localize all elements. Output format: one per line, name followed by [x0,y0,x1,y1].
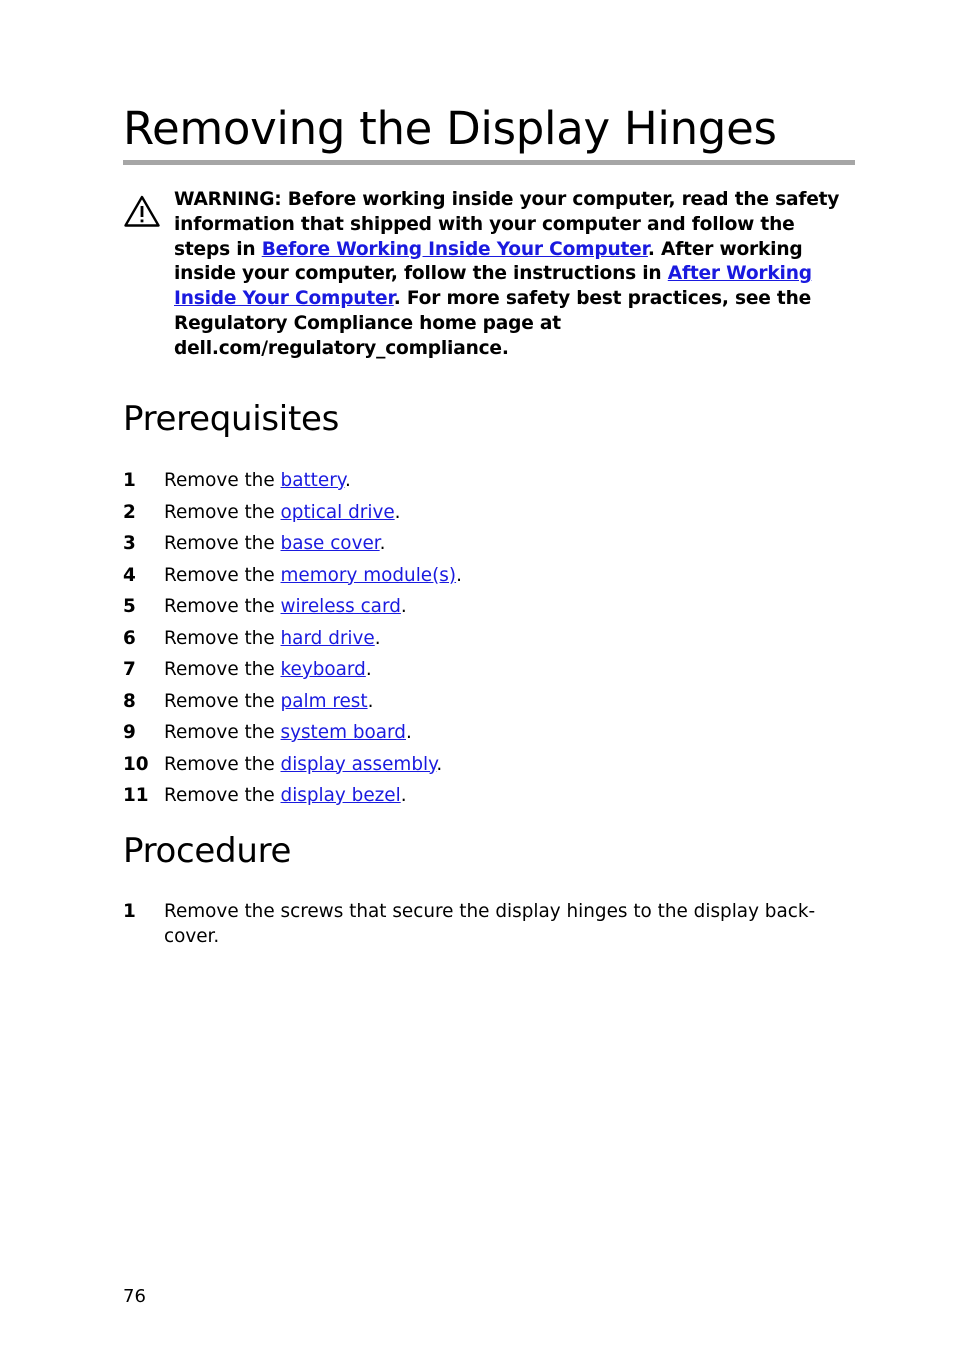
step-prefix: Remove the [164,722,281,743]
step-number: 11 [123,785,149,806]
step-number: 9 [123,722,136,743]
prerequisite-item [123,717,843,749]
step-text [164,623,381,655]
step-link[interactable]: hard drive [280,627,375,649]
prerequisites-list [123,465,843,812]
step-prefix: Remove the [164,501,281,523]
warning-text [174,188,854,362]
step-link[interactable]: base cover [280,533,380,554]
step-link[interactable]: display bezel [280,785,401,806]
warning-triangle-icon [123,194,161,228]
step-link[interactable]: keyboard [280,659,366,680]
procedure-list [123,900,843,949]
procedure-heading: Procedure [123,831,292,871]
step-text [164,465,351,497]
step-number: 2 [123,501,136,523]
step-suffix: . [365,659,372,680]
warning-text-part-1: WARNING: Before working inside your computer, read the safety information that shipped with your computer and follow the steps in [174,189,840,260]
step-prefix: Remove the [164,659,281,680]
step-link[interactable]: display assembly [280,753,437,775]
step-number: 10 [123,753,149,775]
step-text [164,528,386,560]
step-number: 6 [123,627,136,649]
page-title: Removing the Display Hinges [123,100,855,165]
step-prefix: Remove the [164,596,281,617]
step-text [164,717,412,749]
prerequisite-item [123,465,843,497]
step-number: 5 [123,596,136,617]
step-suffix: . [405,722,412,743]
step-link[interactable]: wireless card [280,596,401,617]
step-link[interactable]: optical drive [280,501,395,523]
step-suffix: . [394,501,401,523]
prerequisite-item [123,749,843,781]
step-text [164,749,442,781]
step-text: Remove the screws that secure the display hinges to the display back-cover. [164,901,816,947]
step-number: 8 [123,690,136,712]
step-text [164,654,372,686]
step-number: 1 [123,901,136,922]
step-prefix: Remove the [164,753,281,775]
before-working-link[interactable]: Before Working Inside Your Computer [261,238,648,260]
step-link[interactable]: battery [280,470,346,491]
step-suffix: . [374,627,381,649]
step-link[interactable]: memory module(s) [280,564,457,586]
step-number: 1 [123,470,136,491]
step-suffix: . [456,564,462,586]
warning-text-part-2: . After working inside your computer, follow the instructions in [174,238,803,285]
prerequisites-heading: Prerequisites [123,399,340,439]
procedure-item [123,900,843,949]
prerequisite-item [123,654,843,686]
step-suffix: . [400,596,407,617]
step-text [164,560,462,592]
step-suffix: . [379,533,386,554]
step-text [164,686,373,718]
step-text [164,591,407,623]
step-prefix: Remove the [164,690,281,712]
step-text [164,497,401,529]
step-suffix: . [367,690,374,712]
step-prefix: Remove the [164,564,281,586]
step-number: 3 [123,533,136,554]
step-prefix: Remove the [164,533,281,554]
step-suffix: . [345,470,351,491]
step-prefix: Remove the [164,785,281,806]
prerequisite-item [123,591,843,623]
step-link[interactable]: palm rest [280,690,368,712]
step-prefix: Remove the [164,627,281,649]
step-number: 4 [123,564,136,586]
step-suffix: . [400,785,407,806]
prerequisite-item [123,560,843,592]
warning-text-part-3: . For more safety best practices, see the Regulatory Compliance home page at dell.com/regulatory_compliance. [174,288,812,359]
prerequisite-item [123,780,843,812]
prerequisite-item [123,497,843,529]
prerequisite-item [123,686,843,718]
prerequisite-item [123,528,843,560]
after-working-link[interactable]: After Working Inside Your Computer [174,263,812,310]
step-suffix: . [436,753,443,775]
prerequisite-item [123,623,843,655]
step-prefix: Remove the [164,470,281,491]
page-number: 76 [123,1286,146,1307]
step-link[interactable]: system board [280,722,406,743]
step-text [164,780,407,812]
step-number: 7 [123,659,136,680]
